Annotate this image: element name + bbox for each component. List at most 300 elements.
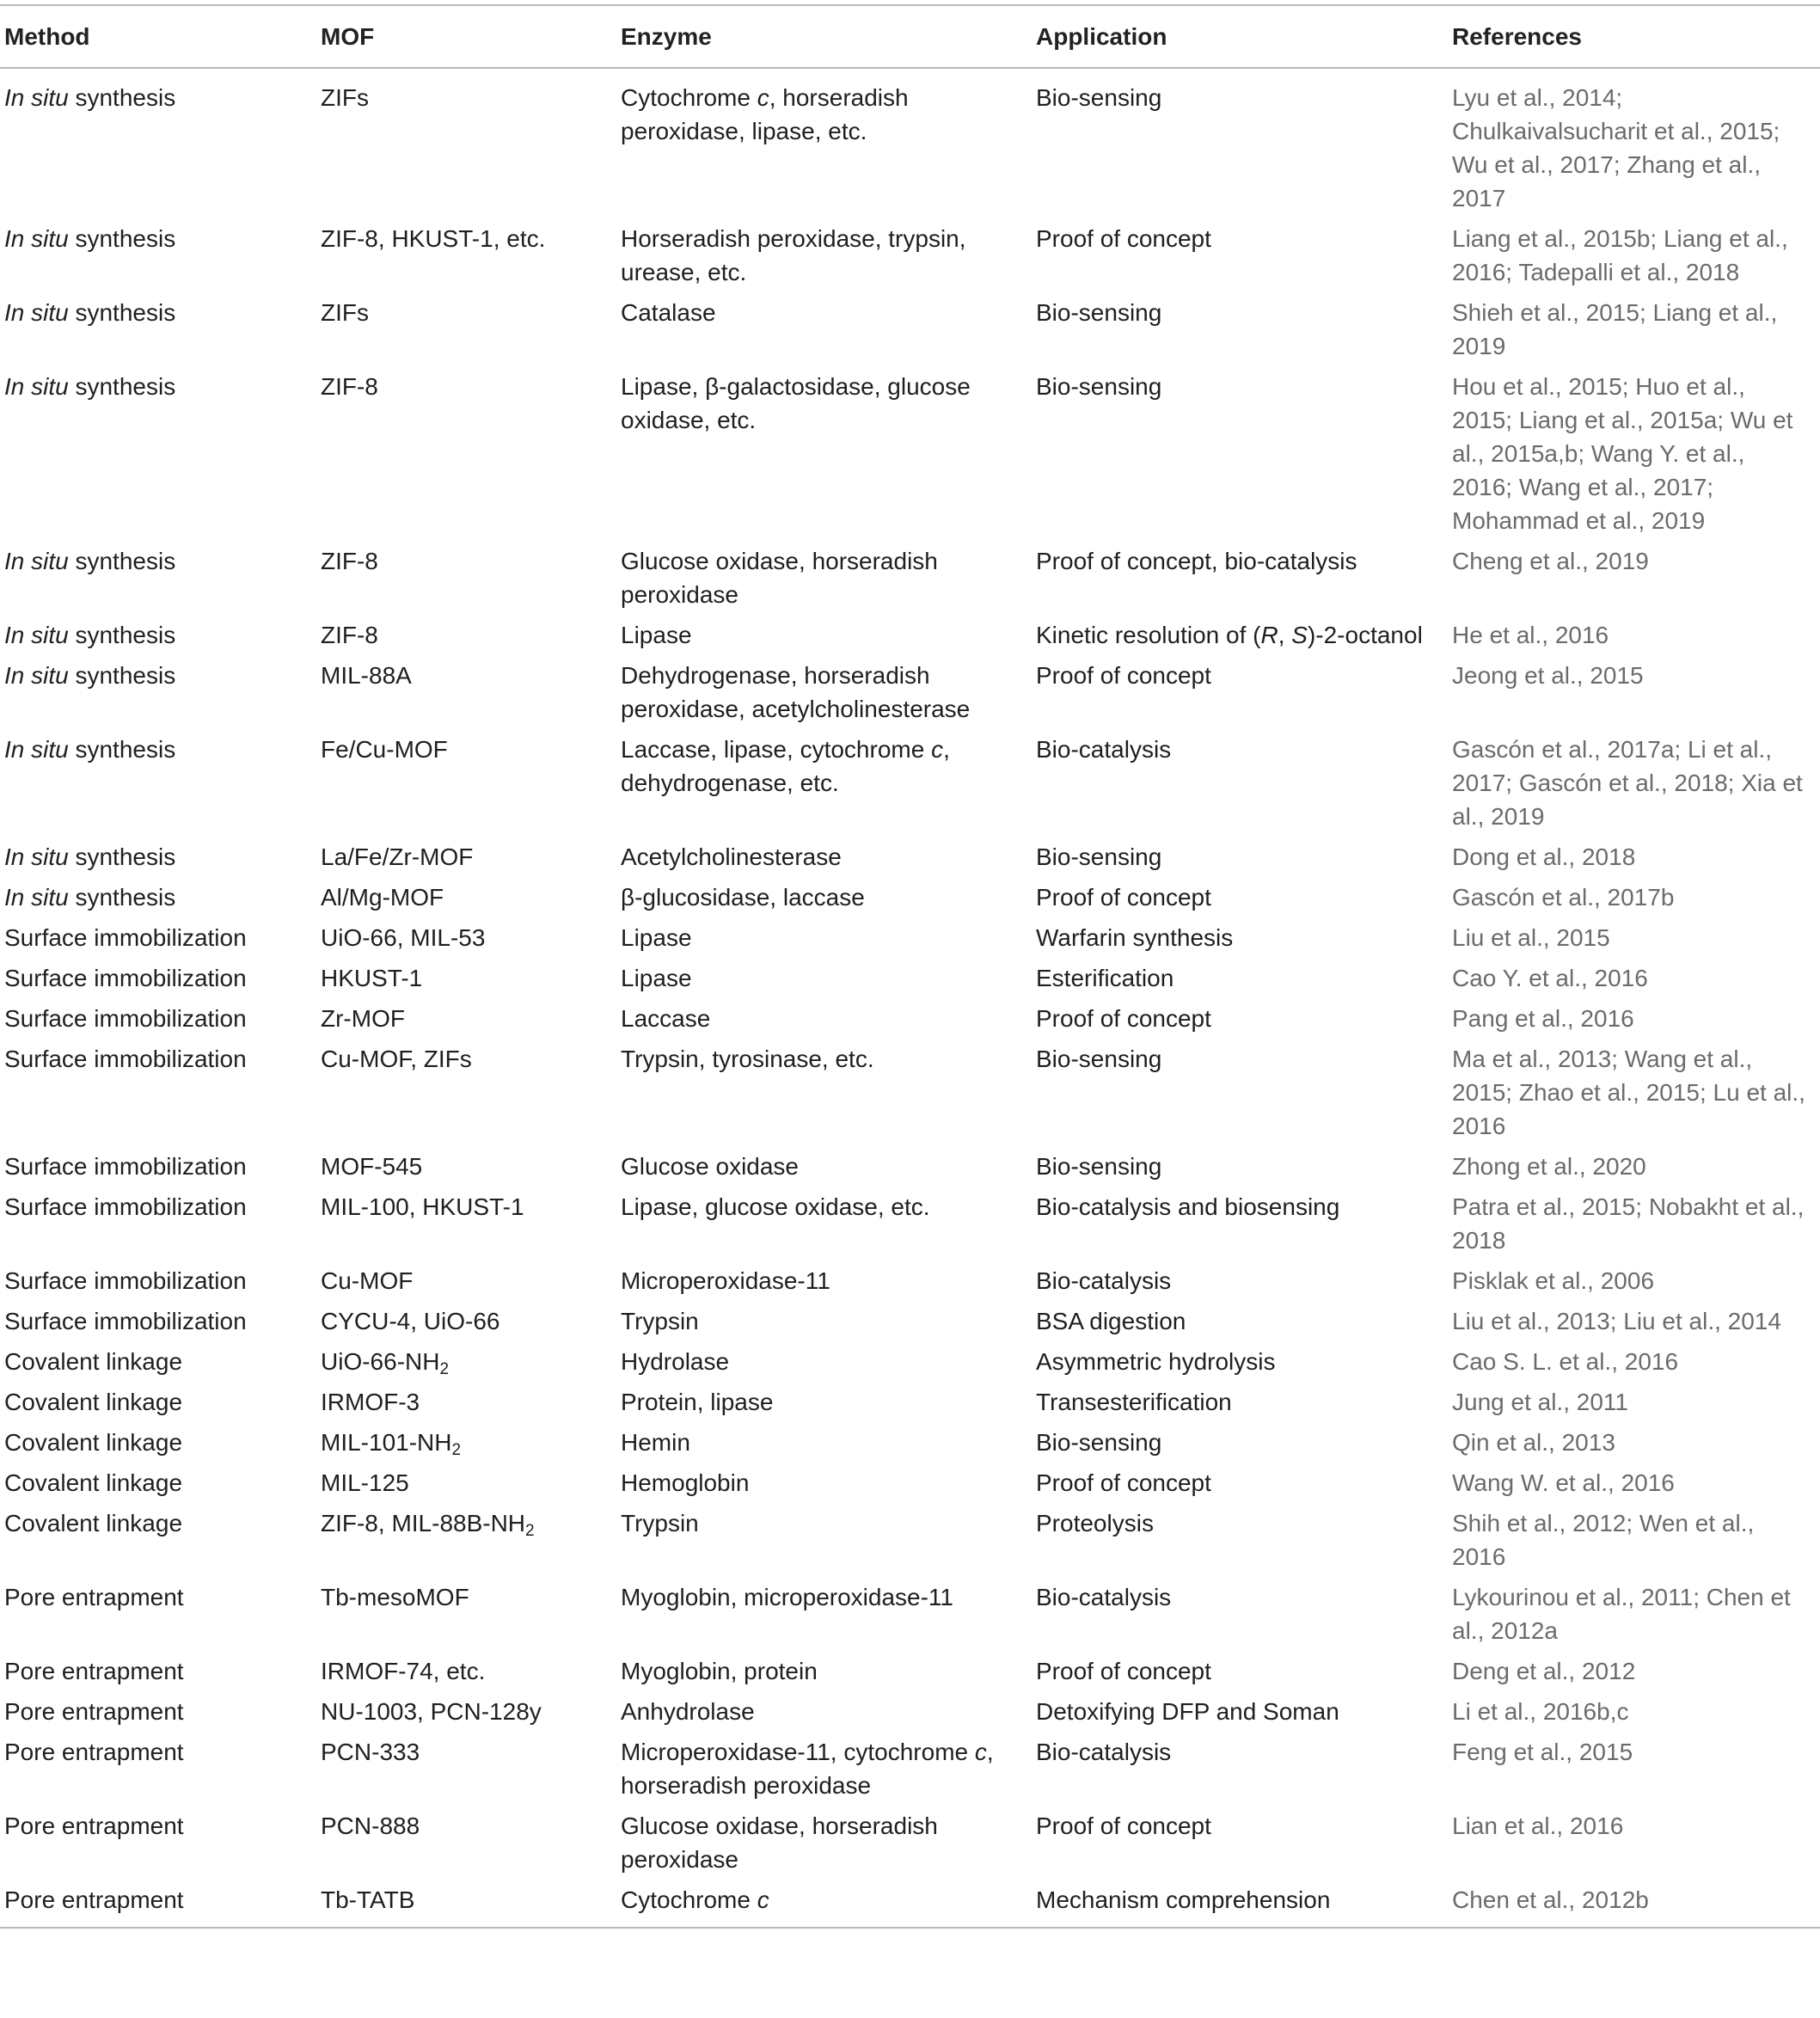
table-row [0,366,1820,541]
application-text-segment: Proof of concept [1036,1658,1211,1684]
method-text: Surface immobilization [4,965,247,991]
mof-text-segment: Zr-MOF [321,1005,405,1032]
cell-enzyme [616,655,1032,729]
cell-enzyme [616,1806,1032,1880]
mof-text-segment: 2 [525,1522,535,1540]
mof-text-segment: IRMOF-3 [321,1389,420,1415]
cell-mof [316,218,616,292]
cell-references: Lykourinou et al., 2011; Chen et al., 2012a [1452,1584,1791,1644]
cell-references: Jung et al., 2011 [1452,1389,1628,1415]
enzyme-text-segment: Trypsin [621,1510,699,1537]
cell-references: Cao Y. et al., 2016 [1452,965,1648,991]
header-enzyme: Enzyme [621,23,712,50]
cell-method [0,1301,316,1341]
table-row [0,655,1820,729]
enzyme-text-segment: Lipase [621,965,692,991]
method-text: Pore entrapment [4,1886,184,1913]
cell-method [0,541,316,615]
cell-mof [316,1503,616,1577]
application-text-segment: S [1291,622,1308,648]
cell-mof [316,1806,616,1880]
cell-mof [316,1422,616,1463]
application-text-segment: Proof of concept [1036,884,1211,911]
method-text: Pore entrapment [4,1813,184,1839]
table-row [0,729,1820,837]
application-text-segment: Proteolysis [1036,1510,1154,1537]
cell-enzyme [616,1260,1032,1301]
method-text: Surface immobilization [4,924,247,951]
mof-text-segment: ZIFs [321,299,369,326]
mof-text-segment: NU-1003, PCN-128y [321,1698,542,1725]
cell-mof [316,68,616,218]
method-text: Surface immobilization [4,1308,247,1334]
cell-enzyme [616,218,1032,292]
cell-application [1032,1422,1448,1463]
method-italic-text: In situ [4,548,69,574]
method-text: Covalent linkage [4,1389,183,1415]
cell-mof [316,1382,616,1422]
cell-references: Hou et al., 2015; Huo et al., 2015; Liang et al., 2015a; Wu et al., 2015a,b; Wang Y. et al., 2016; Wang et al., 2017; Mohammad et al., 2019 [1452,373,1793,534]
cell-application [1032,1880,1448,1928]
application-text-segment: Proof of concept [1036,662,1211,689]
table-row [0,541,1820,615]
cell-mof [316,1039,616,1146]
application-text-segment: , [1278,622,1292,648]
cell-method [0,292,316,366]
cell-references: Zhong et al., 2020 [1452,1153,1646,1180]
cell-enzyme [616,837,1032,877]
cell-references: Shih et al., 2012; Wen et al., 2016 [1452,1510,1755,1570]
table-row [0,998,1820,1039]
method-text: Surface immobilization [4,1267,247,1294]
application-text-segment: Bio-sensing [1036,1429,1162,1456]
cell-enzyme [616,958,1032,998]
table-row [0,1577,1820,1651]
application-text-segment: Bio-catalysis [1036,1739,1172,1765]
table-row [0,1422,1820,1463]
mof-text-segment: IRMOF-74, etc. [321,1658,486,1684]
cell-references: Liu et al., 2015 [1452,924,1610,951]
cell-method [0,1880,316,1928]
application-text-segment: Proof of concept [1036,1005,1211,1032]
method-text: synthesis [68,662,176,689]
cell-mof [316,1260,616,1301]
method-text: Covalent linkage [4,1429,183,1456]
cell-application [1032,729,1448,837]
cell-application [1032,218,1448,292]
enzyme-text-segment: Acetylcholinesterase [621,843,842,870]
application-text-segment: Bio-sensing [1036,299,1162,326]
cell-application [1032,958,1448,998]
method-italic-text: In situ [4,884,69,911]
cell-application [1032,1039,1448,1146]
cell-mof [316,998,616,1039]
application-text-segment: Bio-sensing [1036,843,1162,870]
cell-application [1032,655,1448,729]
cell-references: Lian et al., 2016 [1452,1813,1624,1839]
table-row [0,1806,1820,1880]
application-text-segment: Bio-catalysis [1036,736,1172,763]
method-italic-text: In situ [4,299,69,326]
cell-enzyme [616,1146,1032,1187]
cell-references: Lyu et al., 2014; Chulkaivalsucharit et al., 2015; Wu et al., 2017; Zhang et al., 2017 [1452,84,1780,212]
enzyme-text-segment: Cytochrome [621,1886,757,1913]
application-text-segment: Proof of concept [1036,225,1211,252]
application-text-segment: Proof of concept [1036,1469,1211,1496]
cell-method [0,1260,316,1301]
cell-method [0,1577,316,1651]
table-row [0,1146,1820,1187]
cell-references: Cheng et al., 2019 [1452,548,1649,574]
enzyme-text-segment: Microperoxidase-11 [621,1267,830,1294]
cell-method [0,1382,316,1422]
cell-references: Gascón et al., 2017a; Li et al., 2017; Gascón et al., 2018; Xia et al., 2019 [1452,736,1803,830]
mof-text-segment: La/Fe/Zr-MOF [321,843,474,870]
enzyme-text-segment: Glucose oxidase [621,1153,800,1180]
cell-enzyme [616,292,1032,366]
enzyme-text-segment: Catalase [621,299,716,326]
enzyme-text-segment: Dehydrogenase, horseradish peroxidase, acetylcholinesterase [621,662,971,722]
table-row [0,615,1820,655]
application-text-segment: Bio-sensing [1036,1046,1162,1072]
mof-text-segment: 2 [439,1360,450,1378]
cell-application [1032,541,1448,615]
cell-method [0,68,316,218]
table-row [0,1260,1820,1301]
cell-application [1032,1732,1448,1806]
enzyme-text-segment: Anhydrolase [621,1698,755,1725]
cell-method [0,1651,316,1691]
table-row [0,1651,1820,1691]
method-italic-text: In situ [4,736,69,763]
enzyme-text-segment: , horseradish peroxidase, lipase, etc. [621,84,909,144]
cell-references: Liu et al., 2013; Liu et al., 2014 [1452,1308,1781,1334]
method-text: Surface immobilization [4,1153,247,1180]
method-text: synthesis [68,622,176,648]
mof-text-segment: Tb-TATB [321,1886,415,1913]
cell-mof [316,729,616,837]
enzyme-text-segment: , horseradish peroxidase [621,1739,994,1799]
method-text: Surface immobilization [4,1193,247,1220]
method-text: synthesis [68,84,176,111]
cell-mof [316,1577,616,1651]
cell-enzyme [616,877,1032,917]
cell-enzyme [616,366,1032,541]
cell-enzyme [616,541,1032,615]
table-row [0,1691,1820,1732]
header-references: References [1452,23,1582,50]
mof-enzyme-table [0,4,1820,1929]
cell-mof [316,615,616,655]
table-row [0,218,1820,292]
cell-application [1032,877,1448,917]
cell-method [0,218,316,292]
cell-mof [316,1187,616,1260]
cell-application [1032,837,1448,877]
cell-enzyme [616,1187,1032,1260]
method-text: Pore entrapment [4,1698,184,1725]
cell-mof [316,541,616,615]
enzyme-text-segment: Protein, lipase [621,1389,774,1415]
enzyme-text-segment: Microperoxidase-11, cytochrome [621,1739,975,1765]
cell-enzyme [616,1422,1032,1463]
cell-method [0,1039,316,1146]
cell-enzyme [616,1503,1032,1577]
cell-mof [316,1341,616,1382]
cell-references: Chen et al., 2012b [1452,1886,1649,1913]
cell-enzyme [616,729,1032,837]
cell-references: Gascón et al., 2017b [1452,884,1675,911]
enzyme-text-segment: Trypsin [621,1308,699,1334]
method-text: Pore entrapment [4,1739,184,1765]
enzyme-text-segment: c [931,736,944,763]
cell-method [0,1341,316,1382]
cell-references: Feng et al., 2015 [1452,1739,1633,1765]
enzyme-text-segment: Horseradish peroxidase, trypsin, urease, etc. [621,225,966,285]
method-text: Covalent linkage [4,1348,183,1375]
method-text: Pore entrapment [4,1658,184,1684]
method-italic-text: In situ [4,662,69,689]
method-text: Covalent linkage [4,1469,183,1496]
cell-application [1032,366,1448,541]
method-italic-text: In situ [4,84,69,111]
method-text: Pore entrapment [4,1584,184,1610]
cell-references: Shieh et al., 2015; Liang et al., 2019 [1452,299,1778,359]
mof-text-segment: UiO-66, MIL-53 [321,924,486,951]
enzyme-text-segment: Lipase [621,924,692,951]
cell-method [0,1732,316,1806]
cell-enzyme [616,917,1032,958]
table-row [0,1880,1820,1928]
cell-application [1032,1382,1448,1422]
mof-text-segment: UiO-66-NH [321,1348,440,1375]
cell-enzyme [616,1039,1032,1146]
mof-text-segment: CYCU-4, UiO-66 [321,1308,500,1334]
cell-references: Wang W. et al., 2016 [1452,1469,1675,1496]
method-text: synthesis [68,884,176,911]
enzyme-text-segment: Trypsin, tyrosinase, etc. [621,1046,874,1072]
cell-enzyme [616,1577,1032,1651]
cell-application [1032,1260,1448,1301]
mof-text-segment: ZIF-8 [321,622,378,648]
cell-method [0,1146,316,1187]
enzyme-text-segment: Laccase [621,1005,711,1032]
cell-references: Patra et al., 2015; Nobakht et al., 2018 [1452,1193,1805,1254]
method-italic-text: In situ [4,622,69,648]
method-italic-text: In situ [4,225,69,252]
mof-text-segment: PCN-888 [321,1813,420,1839]
cell-application [1032,1806,1448,1880]
enzyme-text-segment: Hemin [621,1429,690,1456]
cell-method [0,917,316,958]
cell-mof [316,1880,616,1928]
table-row [0,1463,1820,1503]
application-text-segment: Transesterification [1036,1389,1232,1415]
cell-application [1032,998,1448,1039]
mof-text-segment: HKUST-1 [321,965,423,991]
cell-application [1032,1187,1448,1260]
enzyme-text-segment: Glucose oxidase, horseradish peroxidase [621,1813,938,1873]
cell-mof [316,1691,616,1732]
table-row [0,1341,1820,1382]
cell-references: Pisklak et al., 2006 [1452,1267,1655,1294]
method-text: Surface immobilization [4,1005,247,1032]
method-text: synthesis [68,225,176,252]
mof-text-segment: Fe/Cu-MOF [321,736,448,763]
cell-method [0,1691,316,1732]
enzyme-text-segment: Hydrolase [621,1348,730,1375]
cell-enzyme [616,1651,1032,1691]
enzyme-text-segment: Glucose oxidase, horseradish peroxidase [621,548,938,608]
mof-text-segment: Al/Mg-MOF [321,884,444,911]
mof-text-segment: MOF-545 [321,1153,423,1180]
cell-method [0,655,316,729]
table-row [0,917,1820,958]
cell-mof [316,366,616,541]
cell-method [0,729,316,837]
mof-text-segment: MIL-88A [321,662,412,689]
mof-text-segment: PCN-333 [321,1739,420,1765]
cell-references: Qin et al., 2013 [1452,1429,1615,1456]
application-text-segment: Bio-catalysis [1036,1584,1172,1610]
cell-references: Li et al., 2016b,c [1452,1698,1629,1725]
application-text-segment: Asymmetric hydrolysis [1036,1348,1276,1375]
table-row [0,877,1820,917]
table-row [0,292,1820,366]
cell-references: He et al., 2016 [1452,622,1609,648]
method-italic-text: In situ [4,843,69,870]
cell-references: Ma et al., 2013; Wang et al., 2015; Zhao et al., 2015; Lu et al., 2016 [1452,1046,1805,1139]
cell-method [0,366,316,541]
cell-enzyme [616,1463,1032,1503]
cell-references: Liang et al., 2015b; Liang et al., 2016; Tadepalli et al., 2018 [1452,225,1788,285]
cell-method [0,877,316,917]
cell-references: Pang et al., 2016 [1452,1005,1634,1032]
enzyme-text-segment: Laccase, lipase, cytochrome [621,736,932,763]
application-text-segment: Bio-sensing [1036,1153,1162,1180]
cell-enzyme [616,1301,1032,1341]
enzyme-text-segment: Hemoglobin [621,1469,750,1496]
enzyme-text-segment: Myoglobin, microperoxidase-11 [621,1584,953,1610]
enzyme-text-segment: c [974,1739,987,1765]
cell-method [0,1422,316,1463]
cell-references: Deng et al., 2012 [1452,1658,1636,1684]
application-text-segment: Kinetic resolution of ( [1036,622,1261,648]
application-text-segment: Proof of concept, bio-catalysis [1036,548,1357,574]
cell-enzyme [616,1732,1032,1806]
method-text: synthesis [68,373,176,400]
mof-text-segment: ZIF-8 [321,548,378,574]
cell-enzyme [616,1880,1032,1928]
mof-text-segment: MIL-101-NH [321,1429,452,1456]
cell-application [1032,1651,1448,1691]
cell-method [0,615,316,655]
cell-enzyme [616,68,1032,218]
cell-mof [316,958,616,998]
header-mof: MOF [321,23,375,50]
mof-text-segment: Cu-MOF [321,1267,414,1294]
table-row [0,1301,1820,1341]
cell-method [0,837,316,877]
table-row [0,837,1820,877]
enzyme-text-segment: Cytochrome [621,84,757,111]
table-row [0,1039,1820,1146]
enzyme-text-segment: c [757,84,769,111]
application-text-segment: Mechanism comprehension [1036,1886,1331,1913]
cell-application [1032,1463,1448,1503]
cell-enzyme [616,1691,1032,1732]
application-text-segment: R [1260,622,1278,648]
enzyme-text-segment: β-glucosidase, laccase [621,884,865,911]
cell-application [1032,1146,1448,1187]
cell-references: Jeong et al., 2015 [1452,662,1644,689]
cell-mof [316,877,616,917]
cell-mof [316,1146,616,1187]
mof-text-segment: Cu-MOF, ZIFs [321,1046,472,1072]
cell-application [1032,1503,1448,1577]
mof-text-segment: ZIF-8, MIL-88B-NH [321,1510,526,1537]
cell-method [0,1503,316,1577]
application-text-segment: Esterification [1036,965,1174,991]
mof-text-segment: 2 [451,1441,462,1459]
application-text-segment: Bio-catalysis and biosensing [1036,1193,1340,1220]
cell-mof [316,655,616,729]
mof-text-segment: ZIF-8 [321,373,378,400]
table-body [0,68,1820,1928]
table-row [0,1382,1820,1422]
cell-method [0,1463,316,1503]
cell-enzyme [616,615,1032,655]
table-row [0,1503,1820,1577]
application-text-segment: Bio-sensing [1036,84,1162,111]
mof-text-segment: MIL-100, HKUST-1 [321,1193,524,1220]
mof-text-segment: MIL-125 [321,1469,409,1496]
cell-mof [316,292,616,366]
cell-method [0,1187,316,1260]
application-text-segment: BSA digestion [1036,1308,1186,1334]
cell-references: Dong et al., 2018 [1452,843,1636,870]
method-text: synthesis [68,548,176,574]
method-text: synthesis [68,736,176,763]
header-method: Method [4,23,90,50]
table-row [0,1732,1820,1806]
enzyme-text-segment: Lipase [621,622,692,648]
cell-application [1032,1301,1448,1341]
mof-text-segment: ZIFs [321,84,369,111]
cell-mof [316,917,616,958]
table-header [0,5,1820,68]
enzyme-text-segment: , dehydrogenase, etc. [621,736,950,796]
cell-method [0,998,316,1039]
application-text-segment: Warfarin synthesis [1036,924,1234,951]
table-row [0,1187,1820,1260]
enzyme-text-segment: c [757,1886,769,1913]
enzyme-text-segment: Myoglobin, protein [621,1658,818,1684]
header-row [0,5,1820,68]
cell-application [1032,1341,1448,1382]
cell-application [1032,615,1448,655]
method-text: synthesis [68,843,176,870]
application-text-segment: Detoxifying DFP and Soman [1036,1698,1339,1725]
cell-application [1032,1577,1448,1651]
application-text-segment: Proof of concept [1036,1813,1211,1839]
method-italic-text: In situ [4,373,69,400]
header-application: Application [1036,23,1167,50]
cell-application [1032,292,1448,366]
cell-enzyme [616,998,1032,1039]
table-row [0,958,1820,998]
enzyme-text-segment: Lipase, β-galactosidase, glucose oxidase, etc. [621,373,971,433]
